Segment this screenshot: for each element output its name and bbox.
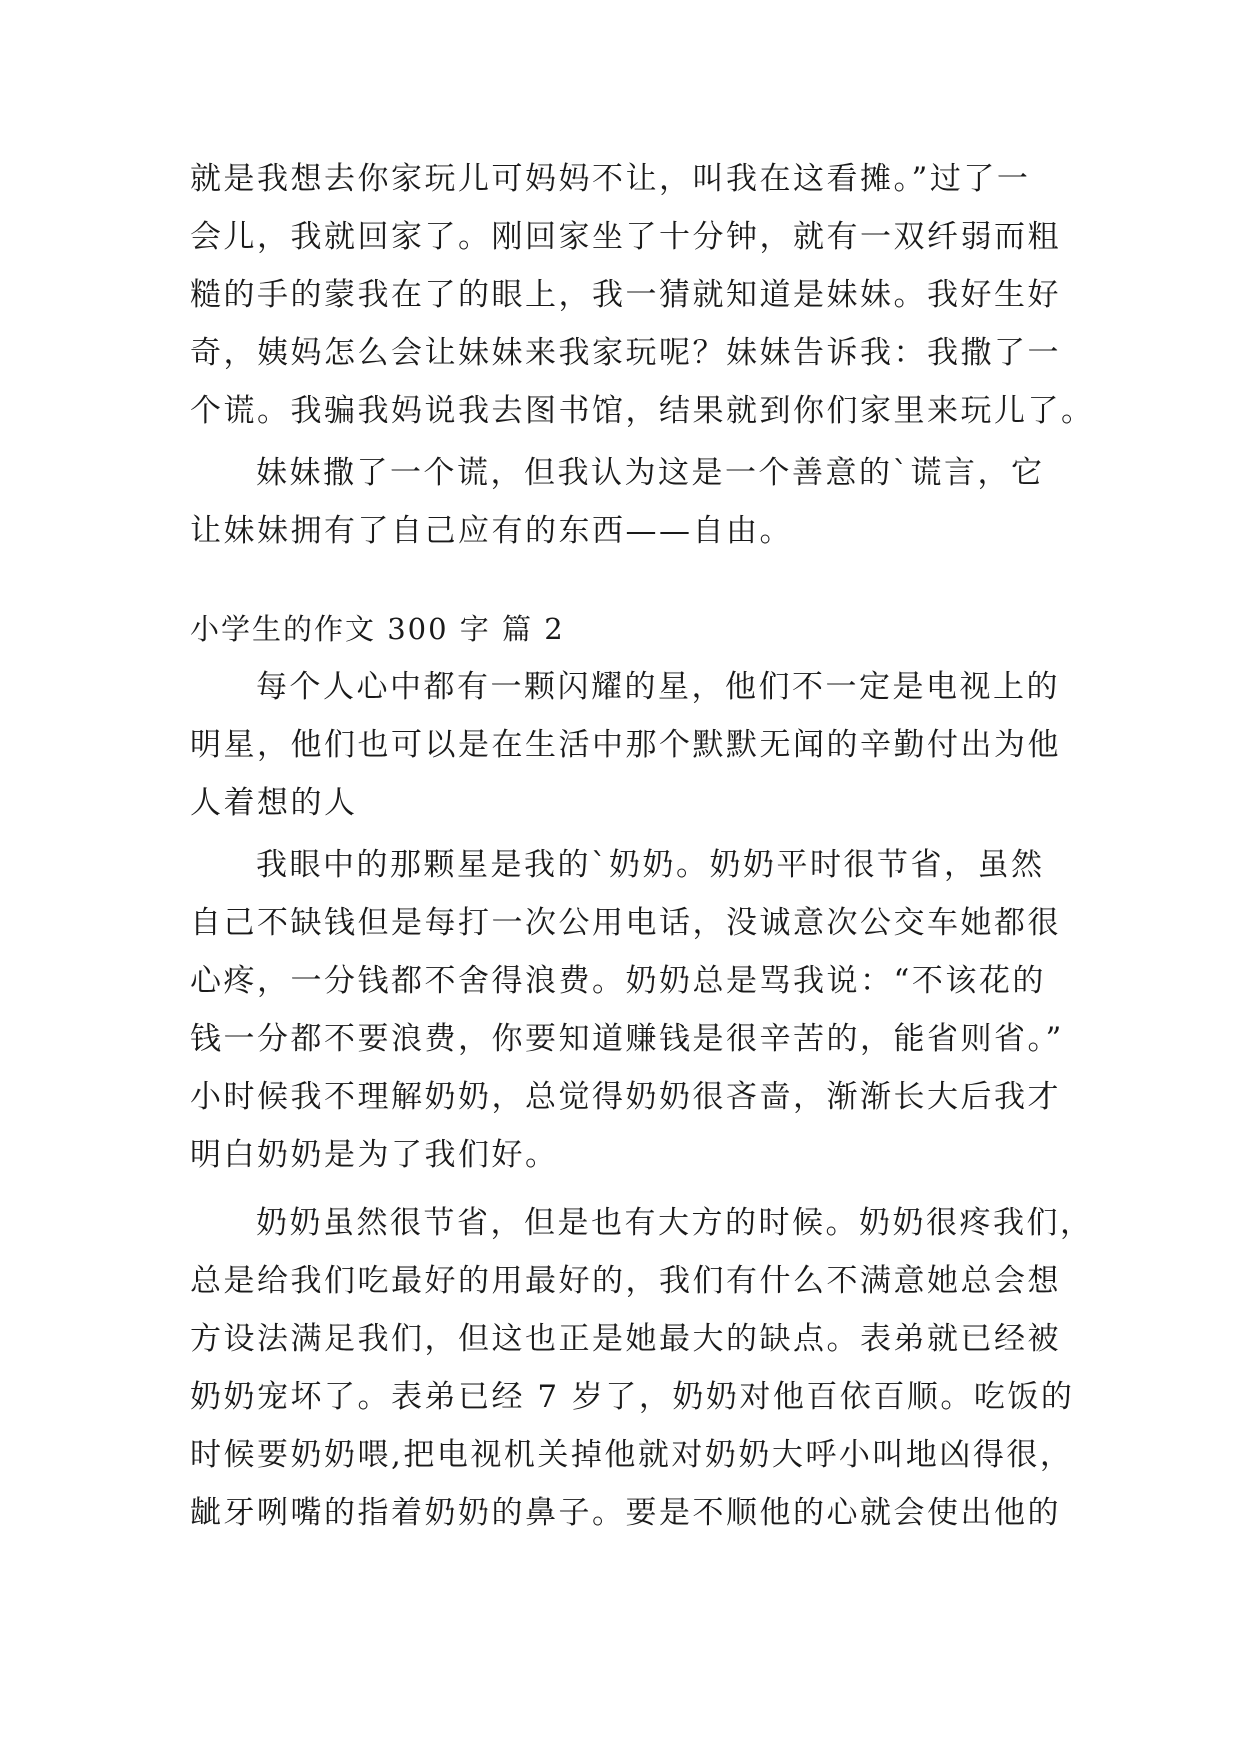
section-heading: 小学生的作文 300 字 篇 2 <box>190 612 565 646</box>
text-line: 小时候我不理解奶奶，总觉得奶奶很吝啬，渐渐长大后我才 <box>190 1079 1061 1115</box>
text-line: 个谎。我骗我妈说我去图书馆，结果就到你们家里来玩儿了。 <box>190 393 1095 429</box>
paragraph <box>190 150 1095 440</box>
text-line: 就是我想去你家玩儿可妈妈不让，叫我在这看摊。”过了一 <box>190 161 1031 197</box>
text-line: 钱一分都不要浪费，你要知道赚钱是很辛苦的，能省则省。” <box>190 1021 1064 1057</box>
paragraph <box>190 836 1064 1184</box>
paragraph <box>190 658 1060 832</box>
section-gap <box>190 560 1060 594</box>
text-line: 明星，他们也可以是在生活中那个默默无闻的辛勤付出为他 <box>190 727 1061 763</box>
text-line: 明白奶奶是为了我们好。 <box>190 1137 559 1173</box>
text-line: 让妹妹拥有了自己应有的东西——自由。 <box>190 513 793 549</box>
text-line: 每个人心中都有一颗闪耀的星，他们不一定是电视上的 <box>256 669 1060 705</box>
document-page <box>190 150 1095 1542</box>
text-line: 龇牙咧嘴的指着奶奶的鼻子。要是不顺他的心就会使出他的 <box>190 1495 1061 1531</box>
text-line: 自己不缺钱但是每打一次公用电话，没诚意次公交车她都很 <box>190 905 1061 941</box>
text-line: 总是给我们吃最好的用最好的，我们有什么不满意她总会想 <box>190 1263 1061 1299</box>
paragraph <box>190 1194 1094 1542</box>
text-line: 心疼，一分钱都不舍得浪费。奶奶总是骂我说：“不该花的 <box>190 963 1046 999</box>
text-line: 方设法满足我们，但这也正是她最大的缺点。表弟就已经被 <box>190 1321 1061 1357</box>
text-line: 时候要奶奶喂,把电视机关掉他就对奶奶大呼小叫地凶得很， <box>190 1437 1074 1473</box>
text-line: 奶奶虽然很节省，但是也有大方的时候。奶奶很疼我们， <box>256 1205 1094 1241</box>
text-line: 糙的手的蒙我在了的眼上，我一猜就知道是妹妹。我好生好 <box>190 277 1061 313</box>
paragraph <box>190 444 1060 560</box>
text-line: 会儿，我就回家了。刚回家坐了十分钟，就有一双纤弱而粗 <box>190 219 1061 255</box>
text-line: 我眼中的那颗星是我的`奶奶。奶奶平时很节省，虽然 <box>256 847 1045 883</box>
text-line: 奇，姨妈怎么会让妹妹来我家玩呢？妹妹告诉我：我撒了一 <box>190 335 1061 371</box>
text-line: 奶奶宠坏了。表弟已经 7 岁了，奶奶对他百依百顺。吃饭的 <box>190 1379 1075 1415</box>
text-line: 人着想的人 <box>190 785 358 821</box>
text-line: 妹妹撒了一个谎，但我认为这是一个善意的`谎言，它 <box>256 455 1045 491</box>
